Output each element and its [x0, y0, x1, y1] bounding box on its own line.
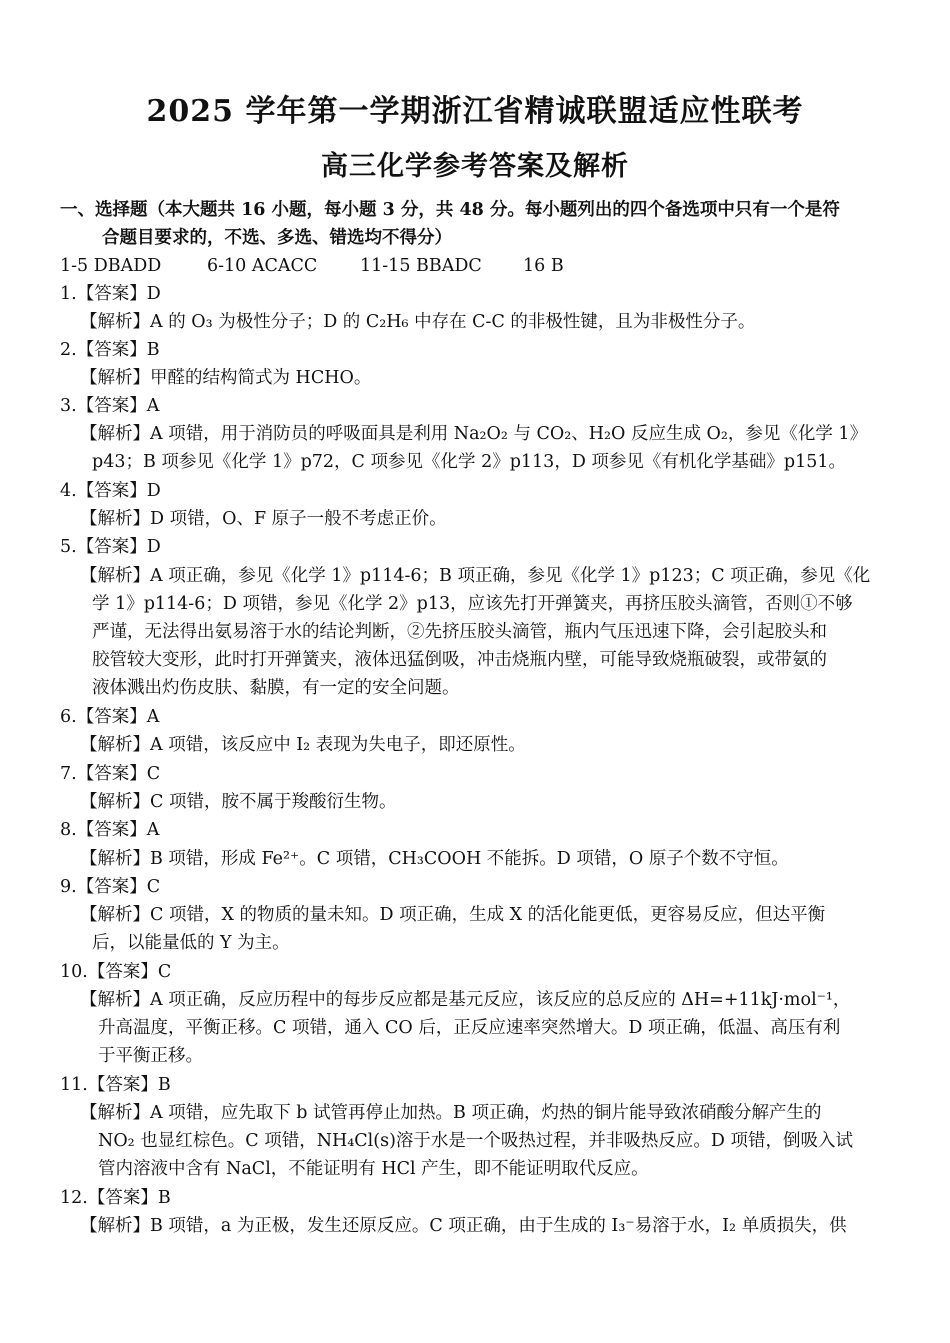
explanation-line: 【解析】A 项正确，反应历程中的每步反应都是基元反应，该反应的总反应的 ΔH=+11kJ·mol⁻¹，	[80, 990, 851, 1010]
quick-answer-group: 6-10 ACACC	[207, 256, 318, 276]
answer-line: 11.【答案】B	[60, 1075, 171, 1095]
explanation-line: 【解析】A 项错，该反应中 I₂ 表现为失电子，即还原性。	[80, 735, 526, 755]
section-heading-line-2: 合题目要求的，不选、多选、错选均不得分）	[102, 228, 452, 248]
explanation-line: 【解析】A 项错，用于消防员的呼吸面具是利用 Na₂O₂ 与 CO₂、H₂O 反应生成 O₂，参见《化学 1》	[80, 424, 868, 444]
explanation-line: 学 1》p114-6；D 项错，参见《化学 2》p13，应该先打开弹簧夹，再挤压胶头滴管，否则①不够	[92, 594, 853, 614]
answer-line: 12.【答案】B	[60, 1188, 171, 1208]
explanation-line: 升高温度，平衡正移。C 项错，通入 CO 后，正反应速率突然增大。D 项正确，低温、高压有利	[98, 1018, 841, 1038]
explanation-line: 【解析】B 项错，形成 Fe²⁺。C 项错，CH₃COOH 不能拆。D 项错，O 原子个数不守恒。	[80, 849, 789, 869]
quick-answer-group: 16 B	[523, 256, 564, 276]
quick-answer-group: 1-5 DBADD	[60, 256, 162, 276]
explanation-line: p43；B 项参见《化学 1》p72，C 项参见《化学 2》p113，D 项参见《有机化学基础》p151。	[92, 452, 847, 472]
answer-line: 10.【答案】C	[60, 962, 172, 982]
explanation-line: NO₂ 也显红棕色。C 项错，NH₄Cl(s)溶于水是一个吸热过程，并非吸热反应。D 项错，倒吸入试	[98, 1131, 853, 1151]
explanation-line: 【解析】A 项正确，参见《化学 1》p114-6；B 项正确，参见《化学 1》p123；C 项正确，参见《化	[80, 566, 871, 586]
page-subtitle: 高三化学参考答案及解析	[321, 151, 629, 182]
quick-answer-group: 11-15 BBADC	[360, 256, 482, 276]
explanation-line: 【解析】C 项错，胺不属于羧酸衍生物。	[80, 792, 397, 812]
answer-line: 5.【答案】D	[60, 537, 161, 557]
answer-line: 2.【答案】B	[60, 340, 160, 360]
explanation-line: 管内溶液中含有 NaCl，不能证明有 HCl 产生，即不能证明取代反应。	[98, 1159, 649, 1179]
explanation-line: 于平衡正移。	[98, 1046, 203, 1066]
page-title: 2025 学年第一学期浙江省精诚联盟适应性联考	[146, 94, 804, 129]
answer-line: 8.【答案】A	[60, 820, 160, 840]
explanation-line: 【解析】甲醛的结构简式为 HCHO。	[80, 368, 372, 388]
answer-line: 7.【答案】C	[60, 764, 161, 784]
explanation-line: 胶管较大变形，此时打开弹簧夹，液体迅猛倒吸，冲击烧瓶内壁，可能导致烧瓶破裂，或带氨的	[92, 650, 827, 670]
explanation-line: 【解析】A 的 O₃ 为极性分子；D 的 C₂H₆ 中存在 C-C 的非极性键，且为非极性分子。	[80, 312, 756, 332]
explanation-line: 【解析】B 项错，a 为正极，发生还原反应。C 项正确，由于生成的 I₃⁻易溶于水，I₂ 单质损失，供	[80, 1216, 847, 1236]
answer-line: 3.【答案】A	[60, 396, 160, 416]
explanation-line: 【解析】D 项错，O、F 原子一般不考虑正价。	[80, 509, 447, 529]
answer-line: 4.【答案】D	[60, 481, 161, 501]
section-heading-line-1: 一、选择题（本大题共 16 小题，每小题 3 分，共 48 分。每小题列出的四个备选项中只有一个是符	[60, 200, 840, 220]
answer-line: 9.【答案】C	[60, 877, 161, 897]
explanation-line: 液体溅出灼伤皮肤、黏膜，有一定的安全问题。	[92, 678, 460, 698]
explanation-line: 后，以能量低的 Y 为主。	[92, 933, 290, 953]
explanation-line: 【解析】A 项错，应先取下 b 试管再停止加热。B 项正确，灼热的铜片能导致浓硝酸分解产生的	[80, 1103, 822, 1123]
explanation-line: 【解析】C 项错，X 的物质的量未知。D 项正确，生成 X 的活化能更低，更容易反应，但达平衡	[80, 905, 826, 925]
answer-line: 6.【答案】A	[60, 707, 160, 727]
answer-line: 1.【答案】D	[60, 284, 161, 304]
explanation-line: 严谨，无法得出氨易溶于水的结论判断，②先挤压胶头滴管，瓶内气压迅速下降，会引起胶头和	[92, 622, 827, 642]
